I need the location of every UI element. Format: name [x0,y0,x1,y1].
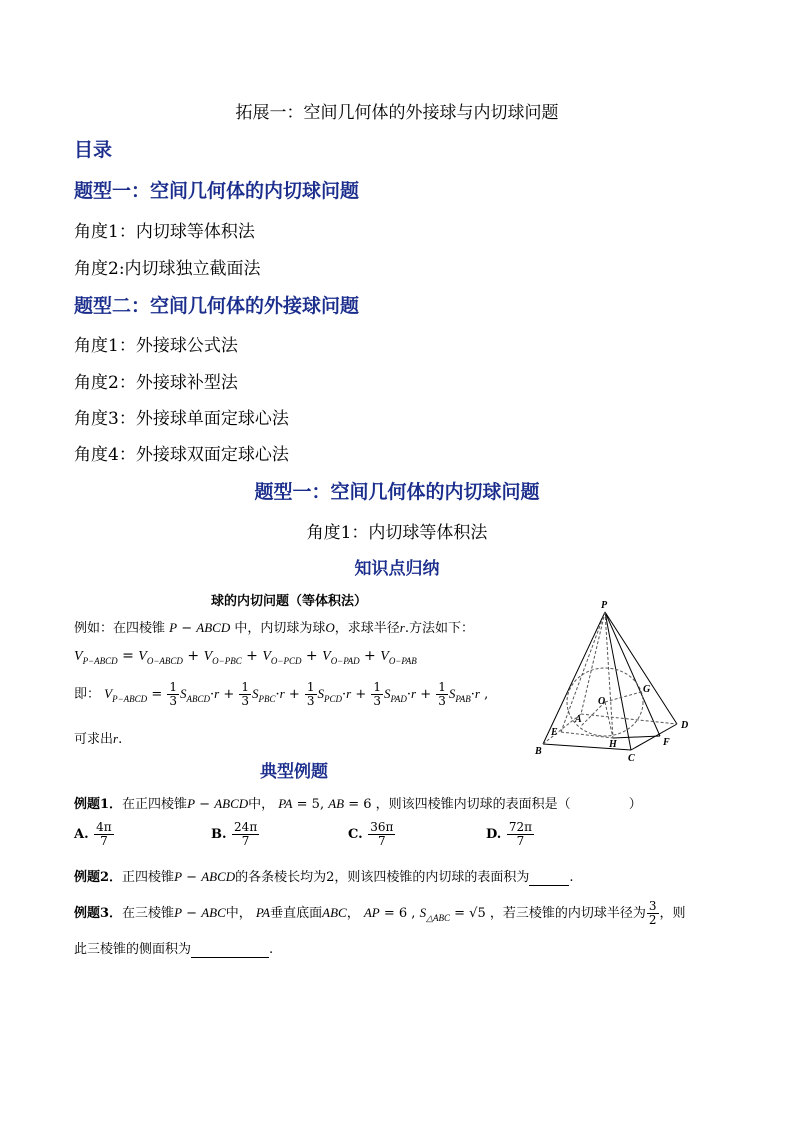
label-b: B [535,746,542,757]
example-intro: 例如：在四棱锥 P − ABCD 中，内切球为球O，求球半径r.方法如下： [74,620,474,636]
label-h: H [609,739,617,750]
section-title: 题型一：空间几何体的内切球问题 [254,481,540,503]
toc-type2-angle1[interactable]: 角度1：外接球公式法 [74,336,238,356]
label-p: P [601,600,608,611]
edge-ad [581,714,677,724]
toc-type1-angle1[interactable]: 角度1：内切球等体积法 [74,222,255,242]
label-f: F [663,737,670,748]
example-3-line2: 此三棱锥的侧面积为 . [74,942,274,957]
example-1: 例题1．在正四棱锥P − ABCD中， PA = 5, AB = 6 ，则该四棱锥内切球的表面积是（ ） [74,796,642,812]
sub-heading: 球的内切问题（等体积法） [211,594,368,609]
option-a[interactable]: A. $\frac{4\pi}{7}$ [74,820,112,848]
toc-type2-angle2[interactable]: 角度2：外接球补型法 [74,373,238,393]
example-2: 例题2．正四棱锥P − ABCD的各条棱长均为2，则该四棱锥的内切球的表面积为 . [74,869,574,885]
edge-pb [543,612,605,744]
volume-formula: $V_{P-ABCD} = V_{O-ABCD} + V_{O-PBC} + V_{O-PCD} + V_{O-PAD} + V_{O-PAB}$ [74,648,417,666]
toc-heading: 目录 [74,139,113,161]
answer-blank-3[interactable] [191,942,269,958]
label-d: D [681,720,689,731]
option-b[interactable]: B. $\frac{24\pi}{7}$ [211,820,258,848]
area-formula: 即： $V_{P-ABCD}$ = $\frac{1}{3}$ $S_{ABCD}\cdot r$ + $\frac{1}{3}$ $S_{PBC}\cdot r$ + $\frac{1}{3}$ $S_{PCD}\cdot r$ + $\frac{1}{3}$ $S_{PAD}\cdot r$ + $\frac{1}{3}$ $S_{PAB}\cdot r$ , [74,680,489,708]
toc-type1-angle2[interactable]: 角度2:内切球独立截面法 [74,259,261,279]
conclusion: 可求出r. [74,731,123,747]
toc-type2-angle4[interactable]: 角度4：外接球双面定球心法 [74,445,289,465]
label-o: O [598,696,606,707]
label-a: A [575,714,582,725]
label-g: G [643,684,651,695]
pyramid-figure [525,598,705,768]
toc-type2-angle3[interactable]: 角度3：外接球单面定球心法 [74,409,289,429]
label-c: C [628,753,635,764]
toc-type1[interactable]: 题型一：空间几何体的内切球问题 [74,180,360,202]
angle-title: 角度1：内切球等体积法 [306,523,488,543]
example-3: 例题3．在三棱锥P − ABC中， PA垂直底面ABC， AP = 6 , $S_{\triangle ABC} = √5$ ，若三棱锥的内切球半径为 $\frac{3}{2}$ ，则 [74,899,686,927]
typical-examples-heading: 典型例题 [260,762,328,782]
toc-type2[interactable]: 题型二：空间几何体的外接球问题 [74,295,360,317]
line-eh [561,732,613,738]
option-d[interactable]: D. $\frac{72\pi}{7}$ [486,820,533,848]
document-title: 拓展一：空间几何体的外接球与内切球问题 [235,103,559,123]
line-oh [605,702,613,738]
knowledge-heading: 知识点归纳 [354,559,440,579]
edge-bc [543,744,631,750]
option-c[interactable]: C. $\frac{36\pi}{7}$ [348,820,394,848]
answer-blank-2[interactable] [529,870,569,886]
label-e: E [551,727,558,738]
